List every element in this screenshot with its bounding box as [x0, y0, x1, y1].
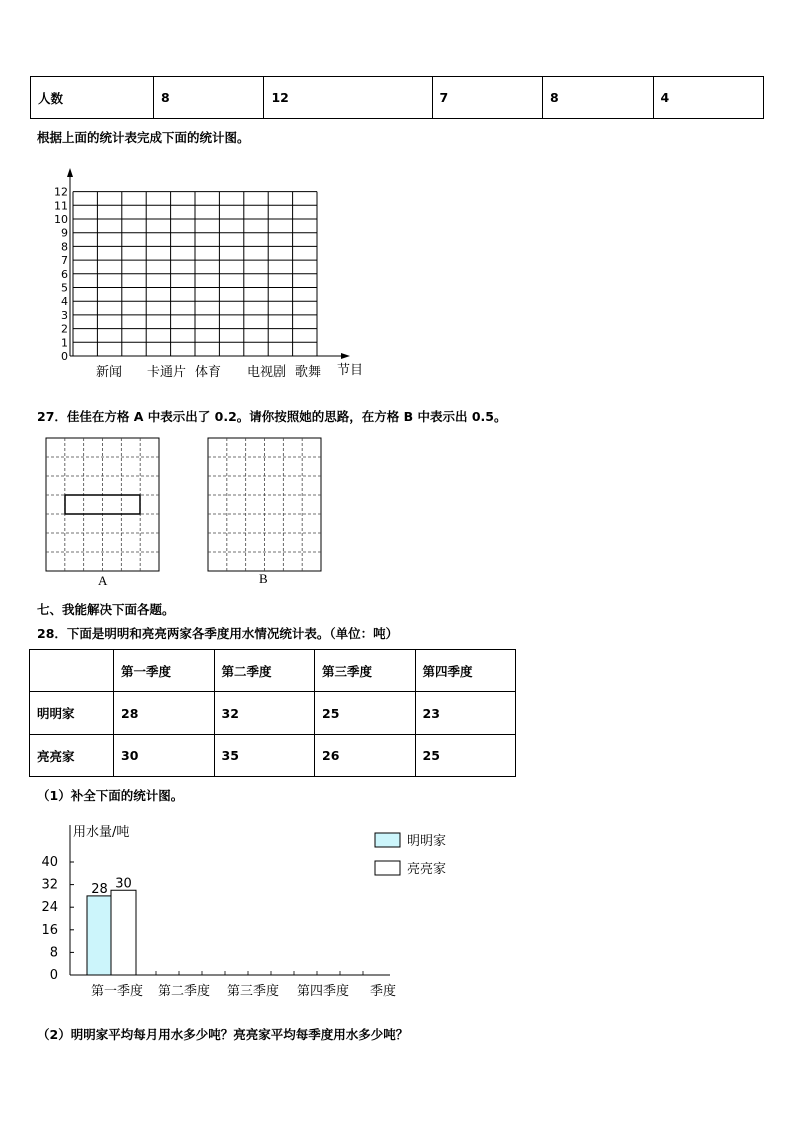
x-tick-label: 新闻 — [96, 365, 123, 380]
data-label: 30 — [115, 876, 132, 892]
y-tick-label: 1 — [61, 336, 68, 350]
header-cell: 第一季度 — [114, 650, 215, 692]
y-tick-label: 0 — [61, 350, 68, 363]
question-28: 28．下面是明明和亮亮两家各季度用水情况统计表。（单位：吨） — [37, 626, 399, 641]
water-usage-table — [29, 649, 516, 777]
row-label: 明明家 — [30, 692, 114, 735]
question-27: 27．佳佳在方格 A 中表示出了 0.2。请你按照她的思路，在方格 B 中表示出 0.5。 — [37, 409, 507, 424]
y-axis-arrow — [67, 168, 73, 177]
table-cell: 26 — [315, 735, 416, 777]
x-tick-label: 第三季度 — [226, 984, 280, 999]
x-tick-label: 第二季度 — [157, 984, 211, 999]
table-cell: 30 — [114, 735, 215, 777]
instruction-text: 根据上面的统计表完成下面的统计图。 — [37, 130, 250, 145]
header-cell — [30, 650, 114, 692]
blank-grid-chart — [40, 165, 380, 385]
header-cell: 第三季度 — [315, 650, 416, 692]
y-axis-label: 用水量/吨 — [73, 825, 130, 840]
grid-a — [45, 437, 161, 573]
y-tick-label: 7 — [61, 254, 68, 268]
table-row — [31, 77, 764, 119]
x-axis-title: 节目 — [337, 363, 364, 378]
header-cell: 第四季度 — [415, 650, 516, 692]
top-table — [30, 76, 764, 119]
table-header-row — [30, 650, 516, 692]
table-cell: 32 — [214, 692, 315, 735]
y-tick-label: 6 — [61, 267, 68, 281]
y-tick-label: 4 — [61, 295, 68, 309]
x-tick-label: 卡通片 — [147, 365, 187, 380]
section-heading: 七、我能解决下面各题。 — [37, 602, 175, 617]
grid-a-label: A — [98, 573, 108, 588]
water-bar-chart — [30, 815, 470, 1005]
table-cell: 8 — [154, 77, 264, 119]
table-cell: 4 — [653, 77, 764, 119]
x-tick-label: 体育 — [195, 365, 222, 380]
table-cell: 28 — [114, 692, 215, 735]
y-tick-label: 12 — [54, 185, 68, 199]
table-cell: 人数 — [31, 77, 154, 119]
y-tick-label: 8 — [49, 945, 58, 961]
grid-b — [207, 437, 323, 573]
y-tick-label: 8 — [61, 240, 68, 254]
table-row — [30, 692, 516, 735]
table-cell: 35 — [214, 735, 315, 777]
x-axis-title: 季度 — [369, 984, 397, 999]
y-tick-label: 9 — [61, 226, 68, 240]
y-tick-label: 10 — [54, 213, 68, 226]
bar — [111, 890, 136, 975]
y-tick-label: 3 — [61, 308, 68, 322]
row-label: 亮亮家 — [30, 735, 114, 777]
y-tick-label: 32 — [41, 877, 58, 893]
y-tick-label: 0 — [49, 968, 58, 983]
table-row — [30, 735, 516, 777]
bar — [87, 896, 112, 975]
legend-swatch — [375, 833, 400, 847]
legend-swatch — [375, 861, 400, 875]
sub-question-1: （1）补全下面的统计图。 — [37, 788, 184, 803]
sub-question-2: （2）明明家平均每月用水多少吨？亮亮家平均每季度用水多少吨？ — [37, 1027, 409, 1042]
data-label: 28 — [91, 881, 108, 897]
legend-label: 亮亮家 — [407, 862, 447, 877]
x-tick-label: 歌舞 — [295, 365, 322, 380]
table-cell: 7 — [432, 77, 542, 119]
y-tick-label: 40 — [41, 855, 58, 870]
y-tick-label: 11 — [54, 199, 68, 213]
x-tick-label: 第四季度 — [296, 984, 350, 999]
y-tick-label: 24 — [41, 900, 58, 916]
table-cell: 12 — [264, 77, 432, 119]
header-cell: 第二季度 — [214, 650, 315, 692]
grid-b-label: B — [259, 571, 268, 586]
table-cell: 25 — [415, 735, 516, 777]
y-tick-label: 2 — [61, 322, 68, 336]
x-tick-label: 第一季度 — [90, 984, 144, 999]
table-cell: 8 — [543, 77, 653, 119]
y-tick-label: 16 — [41, 922, 58, 938]
x-tick-label: 电视剧 — [247, 365, 287, 380]
table-cell: 25 — [315, 692, 416, 735]
y-tick-label: 5 — [61, 281, 68, 295]
x-axis-arrow — [341, 353, 350, 359]
legend-label: 明明家 — [407, 834, 447, 849]
table-cell: 23 — [415, 692, 516, 735]
